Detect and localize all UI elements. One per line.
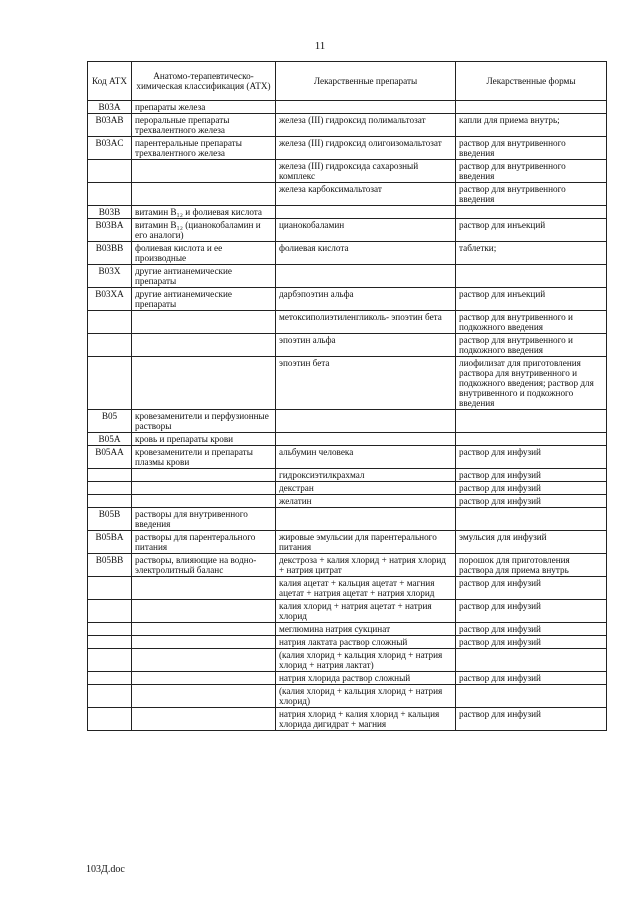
cell-code: B03B	[88, 206, 132, 219]
cell-drug: фолиевая кислота	[276, 242, 456, 265]
cell-drug: метоксиполиэтиленгликоль- эпоэтин бета	[276, 311, 456, 334]
cell-form: таблетки;	[456, 242, 607, 265]
table-row	[88, 577, 607, 600]
table-row	[88, 265, 607, 288]
cell-drug: гидроксиэтилкрахмал	[276, 469, 456, 482]
cell-classification: витамин B₁₂ (цианокобаламин и его аналоги)	[132, 219, 276, 242]
cell-code	[88, 311, 132, 334]
cell-code: B03XA	[88, 288, 132, 311]
table-body	[88, 101, 607, 731]
table-row	[88, 242, 607, 265]
cell-classification: кровезаменители и перфузионные растворы	[132, 410, 276, 433]
cell-form: раствор для инъекций	[456, 219, 607, 242]
table-row	[88, 183, 607, 206]
cell-classification	[132, 577, 276, 600]
cell-drug	[276, 508, 456, 531]
cell-drug: калия ацетат + кальция ацетат + магния ацетат + натрия ацетат + натрия хлорид	[276, 577, 456, 600]
cell-classification	[132, 685, 276, 708]
cell-classification	[132, 672, 276, 685]
cell-drug: меглюмина натрия сукцинат	[276, 623, 456, 636]
cell-drug: железа (III) гидроксида сахарозный комплекс	[276, 160, 456, 183]
cell-drug	[276, 265, 456, 288]
cell-code	[88, 183, 132, 206]
cell-code	[88, 623, 132, 636]
table-row	[88, 636, 607, 649]
table-row	[88, 649, 607, 672]
document-filename: 103Д.doc	[86, 864, 125, 875]
cell-form: эмульсия для инфузий	[456, 531, 607, 554]
cell-code	[88, 469, 132, 482]
cell-form	[456, 649, 607, 672]
cell-code	[88, 160, 132, 183]
cell-classification	[132, 600, 276, 623]
cell-classification: другие антианемические препараты	[132, 288, 276, 311]
header-drugs: Лекарственные препараты	[276, 62, 456, 101]
cell-code	[88, 672, 132, 685]
cell-classification	[132, 636, 276, 649]
cell-classification	[132, 160, 276, 183]
table-row	[88, 495, 607, 508]
header-classification: Анатомо-терапевтическо-химическая классификация (АТХ)	[132, 62, 276, 101]
cell-drug: железа (III) гидроксид полимальтозат	[276, 114, 456, 137]
table-row	[88, 311, 607, 334]
table-row	[88, 206, 607, 219]
cell-form	[456, 101, 607, 114]
header-code: Код АТХ	[88, 62, 132, 101]
cell-drug	[276, 410, 456, 433]
cell-form: раствор для инфузий	[456, 446, 607, 469]
table-row	[88, 672, 607, 685]
table-row	[88, 288, 607, 311]
cell-code: B05AA	[88, 446, 132, 469]
cell-form	[456, 685, 607, 708]
cell-form: раствор для внутривенного введения	[456, 160, 607, 183]
cell-classification	[132, 357, 276, 410]
cell-code: B05BA	[88, 531, 132, 554]
cell-form: раствор для внутривенного введения	[456, 137, 607, 160]
cell-form: лиофилизат для приготовления раствора для внутривенного и подкожного введения; раствор для внутривенного и подкожного введения	[456, 357, 607, 410]
cell-form: раствор для инфузий	[456, 623, 607, 636]
cell-classification: препараты железа	[132, 101, 276, 114]
cell-code	[88, 636, 132, 649]
cell-form	[456, 206, 607, 219]
cell-classification	[132, 334, 276, 357]
cell-classification: растворы, влияющие на водно-электролитный баланс	[132, 554, 276, 577]
table-row	[88, 334, 607, 357]
cell-classification: другие антианемические препараты	[132, 265, 276, 288]
cell-drug: натрия лактата раствор сложный	[276, 636, 456, 649]
table-row	[88, 508, 607, 531]
cell-form	[456, 433, 607, 446]
table-header-row	[88, 62, 607, 101]
cell-classification: парентеральные препараты трехвалентного железа	[132, 137, 276, 160]
cell-code: B03BB	[88, 242, 132, 265]
cell-drug	[276, 101, 456, 114]
cell-drug: декстран	[276, 482, 456, 495]
cell-classification: растворы для внутривенного введения	[132, 508, 276, 531]
cell-classification: фолиевая кислота и ее производные	[132, 242, 276, 265]
cell-form	[456, 508, 607, 531]
header-forms: Лекарственные формы	[456, 62, 607, 101]
cell-drug: (калия хлорид + кальция хлорид + натрия хлорид + натрия лактат)	[276, 649, 456, 672]
table-row	[88, 708, 607, 731]
cell-code: B05B	[88, 508, 132, 531]
cell-form: порошок для приготовления раствора для приема внутрь	[456, 554, 607, 577]
cell-form: раствор для инфузий	[456, 577, 607, 600]
cell-drug	[276, 206, 456, 219]
cell-drug: эпоэтин бета	[276, 357, 456, 410]
cell-form: раствор для инъекций	[456, 288, 607, 311]
cell-form: раствор для инфузий	[456, 708, 607, 731]
table-row	[88, 101, 607, 114]
cell-form: раствор для инфузий	[456, 469, 607, 482]
cell-classification	[132, 311, 276, 334]
cell-drug: жировые эмульсии для парентерального питания	[276, 531, 456, 554]
cell-code	[88, 482, 132, 495]
cell-code	[88, 649, 132, 672]
table-row	[88, 137, 607, 160]
cell-code	[88, 600, 132, 623]
cell-form: раствор для внутривенного введения	[456, 183, 607, 206]
cell-drug: желатин	[276, 495, 456, 508]
table-row	[88, 446, 607, 469]
cell-classification: кровь и препараты крови	[132, 433, 276, 446]
cell-classification	[132, 623, 276, 636]
cell-drug: калия хлорид + натрия ацетат + натрия хлорид	[276, 600, 456, 623]
cell-code: B03AB	[88, 114, 132, 137]
cell-form: раствор для инфузий	[456, 672, 607, 685]
atx-table	[87, 61, 607, 731]
cell-code	[88, 708, 132, 731]
cell-code: B05BB	[88, 554, 132, 577]
cell-classification	[132, 482, 276, 495]
table-row	[88, 685, 607, 708]
cell-code	[88, 495, 132, 508]
cell-classification	[132, 495, 276, 508]
cell-form	[456, 265, 607, 288]
table-row	[88, 531, 607, 554]
cell-drug: эпоэтин альфа	[276, 334, 456, 357]
cell-classification	[132, 708, 276, 731]
cell-classification: кровезаменители и препараты плазмы крови	[132, 446, 276, 469]
cell-form: раствор для инфузий	[456, 482, 607, 495]
cell-classification: витамин B₁₂ и фолиевая кислота	[132, 206, 276, 219]
cell-classification	[132, 469, 276, 482]
cell-drug: натрия хлорид + калия хлорид + кальция хлорида дигидрат + магния	[276, 708, 456, 731]
cell-form	[456, 410, 607, 433]
cell-form: раствор для инфузий	[456, 600, 607, 623]
cell-classification: растворы для парентерального питания	[132, 531, 276, 554]
cell-code	[88, 685, 132, 708]
cell-classification: пероральные препараты трехвалентного железа	[132, 114, 276, 137]
cell-drug: цианокобаламин	[276, 219, 456, 242]
table-row	[88, 160, 607, 183]
cell-form: капли для приема внутрь;	[456, 114, 607, 137]
cell-code	[88, 334, 132, 357]
table-row	[88, 219, 607, 242]
cell-code: B03X	[88, 265, 132, 288]
cell-classification	[132, 649, 276, 672]
cell-classification	[132, 183, 276, 206]
cell-code: B05	[88, 410, 132, 433]
page-number: 11	[314, 40, 326, 52]
table-row	[88, 114, 607, 137]
cell-drug: (калия хлорид + кальция хлорид + натрия хлорид)	[276, 685, 456, 708]
cell-drug: дарбэпоэтин альфа	[276, 288, 456, 311]
cell-drug: натрия хлорида раствор сложный	[276, 672, 456, 685]
cell-form: раствор для инфузий	[456, 495, 607, 508]
cell-code: B03AC	[88, 137, 132, 160]
table-row	[88, 600, 607, 623]
table-row	[88, 410, 607, 433]
table-row	[88, 554, 607, 577]
table-row	[88, 433, 607, 446]
cell-code: B03BA	[88, 219, 132, 242]
cell-drug: железа (III) гидроксид олигоизомальтозат	[276, 137, 456, 160]
cell-code: B05A	[88, 433, 132, 446]
cell-drug: железа карбоксимальтозат	[276, 183, 456, 206]
cell-code: B03A	[88, 101, 132, 114]
cell-code	[88, 577, 132, 600]
cell-code	[88, 357, 132, 410]
table-row	[88, 482, 607, 495]
table-row	[88, 469, 607, 482]
cell-drug: альбумин человека	[276, 446, 456, 469]
cell-form: раствор для внутривенного и подкожного введения	[456, 334, 607, 357]
cell-form: раствор для инфузий	[456, 636, 607, 649]
cell-drug: декстроза + калия хлорид + натрия хлорид + натрия цитрат	[276, 554, 456, 577]
table-row	[88, 357, 607, 410]
cell-form: раствор для внутривенного и подкожного введения	[456, 311, 607, 334]
table-row	[88, 623, 607, 636]
cell-drug	[276, 433, 456, 446]
